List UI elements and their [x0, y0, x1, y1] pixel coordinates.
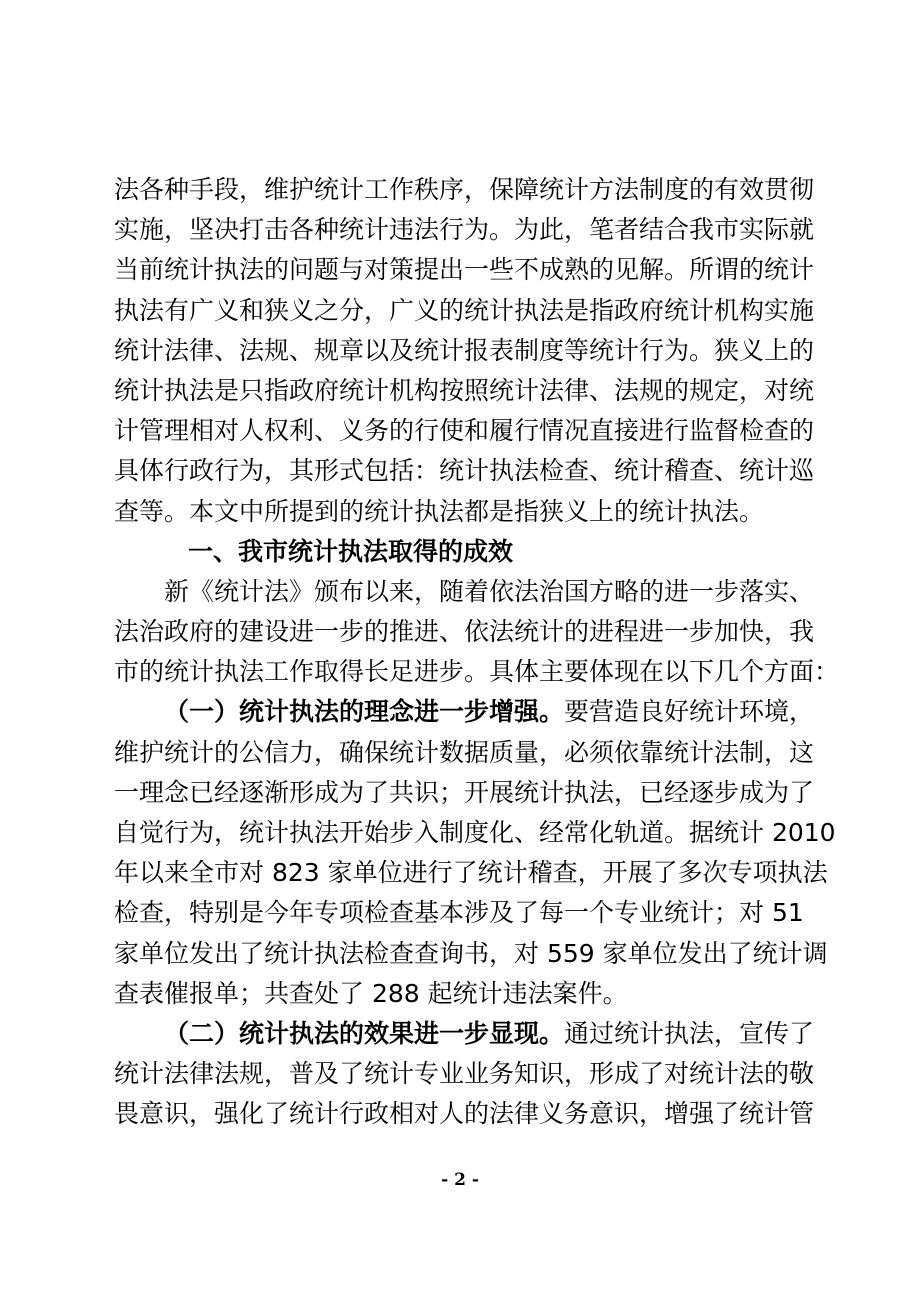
- paragraph-line: 检查，特别是今年专项检查基本涉及了每一个专业统计；对 51: [114, 898, 804, 928]
- subsection-2-text: 通过统计执法，宣传了: [564, 1018, 815, 1048]
- paragraph-line: 实施，坚决打击各种统计违法行为。为此，笔者结合我市实际就: [114, 215, 815, 245]
- paragraph-line: 具体行政行为，其形式包括：统计执法检查、统计稽查、统计巡: [114, 456, 815, 486]
- paragraph-line: 法治政府的建设进一步的推进、依法统计的进程进一步加快，我: [114, 617, 815, 647]
- paragraph-line: 统计执法是只指政府统计机构按照统计法律、法规的规定，对统: [114, 375, 815, 405]
- paragraph-line: 查等。本文中所提到的统计执法都是指狭义上的统计执法。: [114, 496, 765, 526]
- paragraph-line: 年以来全市对 823 家单位进行了统计稽查，开展了多次专项执法: [114, 858, 828, 888]
- paragraph-line: 市的统计执法工作取得长足进步。具体主要体现在以下几个方面：: [114, 657, 840, 687]
- subsection-1-heading: （一）统计执法的理念进一步增强。: [164, 697, 565, 727]
- subsection-2-heading: （二）统计执法的效果进一步显现。: [164, 1018, 565, 1048]
- paragraph-line: 维护统计的公信力，确保统计数据质量，必须依靠统计法制，这: [114, 737, 815, 767]
- paragraph-line: 一理念已经逐渐形成为了共识；开展统计执法，已经逐步成为了: [114, 777, 815, 807]
- page-number: - 2 -: [441, 1170, 479, 1190]
- section-heading: 一、我市统计执法取得的成效: [188, 536, 514, 566]
- paragraph-line: 自觉行为，统计执法开始步入制度化、经常化轨道。据统计 2010: [114, 818, 836, 847]
- paragraph-line: 统计法律法规，普及了统计专业业务知识，形成了对统计法的敬: [114, 1059, 815, 1089]
- paragraph-line: 查表催报单；共查处了 288 起统计违法案件。: [114, 978, 628, 1008]
- paragraph-line: 畏意识，强化了统计行政相对人的法律义务意识，增强了统计管: [114, 1099, 815, 1129]
- subsection-2-first-line: [114, 1014, 815, 1054]
- paragraph-line: 家单位发出了统计执法检查查询书，对 559 家单位发出了统计调: [114, 938, 828, 968]
- paragraph-line: 计管理相对人权利、义务的行使和履行情况直接进行监督检查的: [114, 416, 815, 446]
- subsection-1-text: 要营造良好统计环境，: [564, 697, 815, 727]
- subsection-1-first-line: [114, 692, 815, 732]
- paragraph-line: 执法有广义和狭义之分，广义的统计执法是指政府统计机构实施: [114, 295, 815, 325]
- paragraph-line: 统计法律、法规、规章以及统计报表制度等统计行为。狭义上的: [114, 335, 815, 365]
- paragraph-line: 当前统计执法的问题与对策提出一些不成熟的见解。所谓的统计: [114, 255, 815, 285]
- paragraph-line: 新《统计法》颁布以来，随着依法治国方略的进一步落实、: [164, 576, 815, 606]
- paragraph-line: 法各种手段，维护统计工作秩序，保障统计方法制度的有效贯彻: [114, 175, 815, 204]
- document-body: [114, 170, 840, 1135]
